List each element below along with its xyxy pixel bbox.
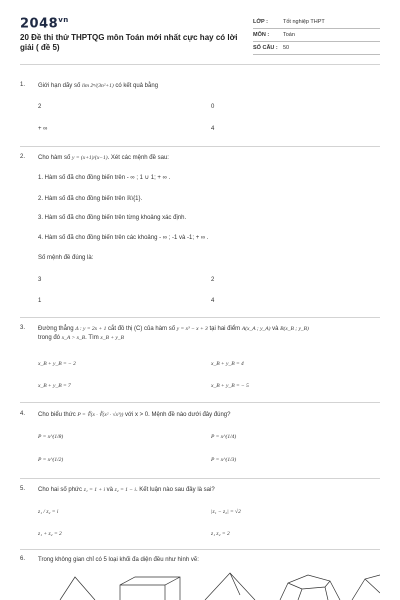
question-number: 5. bbox=[20, 486, 26, 492]
question-number: 2. bbox=[20, 154, 26, 160]
q4-option-d[interactable]: P = x^(1/3) bbox=[211, 457, 237, 463]
question-text: Đường thẳng Δ : y = 2x + 1 cắt đồ thị (C) của hàm số y = x³ − x + 3 tại hai điểm A(x_A ; y_A) và B(x_B ; y_B) trong đó x_A > x_B. Tìm x_B + y_B bbox=[38, 326, 309, 341]
q4-option-c[interactable]: P = x^(1/2) bbox=[38, 457, 64, 463]
page-header bbox=[0, 0, 400, 62]
q1-option-b[interactable]: 0 bbox=[211, 104, 215, 110]
q3-option-a[interactable]: x_B + y_B = − 2 bbox=[38, 361, 76, 367]
question-text: Trong không gian chỉ có 5 loại khối đa diện đều như hình vẽ: bbox=[38, 557, 199, 563]
divider bbox=[20, 317, 380, 318]
q1-option-d[interactable]: 4 bbox=[211, 126, 215, 132]
divider bbox=[20, 549, 380, 550]
polyhedra-figure bbox=[40, 565, 380, 600]
meta-row-class: LỚP : Tốt nghiệp THPT bbox=[253, 16, 380, 29]
site-logo[interactable]: $2048^{vn}$ bbox=[20, 16, 69, 32]
question-text: Cho hàm số y = (x+1)/(x−1). Xét các mệnh đề sau: bbox=[38, 155, 169, 161]
q1-option-c[interactable]: + ∞ bbox=[38, 126, 48, 132]
divider bbox=[20, 64, 380, 65]
q2-statement-1: 1. Hàm số đã cho đồng biến trên - ∞ ; 1 ∪ 1; + ∞ . bbox=[38, 175, 171, 181]
q4-option-a[interactable]: P = x^(1/8) bbox=[38, 434, 64, 440]
q2-statement-3: 3. Hàm số đã cho đồng biến trên từng khoảng xác định. bbox=[38, 215, 187, 221]
q5-option-c[interactable]: z₁ + z₂ = 2 bbox=[38, 531, 62, 537]
divider bbox=[20, 478, 380, 479]
octahedron-shape bbox=[205, 573, 255, 600]
exam-title: 20 Đề thi thử THPTQG môn Toán mới nhất cực hay có lời giải ( đề 5) bbox=[20, 33, 238, 52]
q2-option-a[interactable]: 3 bbox=[38, 277, 42, 283]
exam-meta bbox=[253, 16, 380, 55]
tetrahedron-shape bbox=[60, 577, 95, 600]
question-number: 6. bbox=[20, 556, 26, 562]
q5-option-b[interactable]: |z₁ − z₂| = √2 bbox=[211, 509, 241, 515]
divider bbox=[20, 402, 380, 403]
q2-option-d[interactable]: 4 bbox=[211, 298, 215, 304]
q2-option-c[interactable]: 1 bbox=[38, 298, 42, 304]
question-number: 4. bbox=[20, 411, 26, 417]
q3-option-c[interactable]: x_B + y_B = 7 bbox=[38, 383, 71, 389]
q2-statement-2: 2. Hàm số đã cho đồng biến trên ℝ\{1}. bbox=[38, 196, 143, 202]
meta-row-count: SỐ CÂU : 50 bbox=[253, 42, 380, 55]
question-text: Giới hạn dãy số lim 2ⁿ/(3n²+1) có kết quả bằng bbox=[38, 83, 159, 89]
q4-option-b[interactable]: P = x^(1/4) bbox=[211, 434, 237, 440]
question-number: 3. bbox=[20, 325, 26, 331]
q1-option-a[interactable]: 2 bbox=[38, 104, 42, 110]
q2-statement-4: 4. Hàm số đã cho đồng biến trên các khoảng - ∞ ; -1 và -1; + ∞ . bbox=[38, 235, 209, 241]
question-text: Cho biểu thức P = ∜(x · ∛(x² · √x³)) với x > 0. Mệnh đề nào dưới đây đúng? bbox=[38, 412, 231, 418]
dodecahedron-shape bbox=[280, 575, 340, 600]
cube-shape bbox=[120, 577, 180, 600]
q3-option-b[interactable]: x_B + y_B = 4 bbox=[211, 361, 244, 367]
question-number: 1. bbox=[20, 82, 26, 88]
icosahedron-shape bbox=[352, 575, 380, 600]
q2-prompt: Số mệnh đề đúng là: bbox=[38, 255, 94, 261]
meta-row-subject: MÔN : Toán bbox=[253, 29, 380, 42]
q5-option-d[interactable]: z₁ z₂ = 2 bbox=[211, 531, 230, 537]
q5-option-a[interactable]: z₁ / z₂ = i bbox=[38, 509, 59, 515]
divider bbox=[20, 146, 380, 147]
q2-option-b[interactable]: 2 bbox=[211, 277, 215, 283]
q3-option-d[interactable]: x_B + y_B = − 5 bbox=[211, 383, 249, 389]
question-text: Cho hai số phức z₁ = 1 + i và z₂ = 1 − i. Kết luận nào sau đây là sai? bbox=[38, 487, 215, 493]
